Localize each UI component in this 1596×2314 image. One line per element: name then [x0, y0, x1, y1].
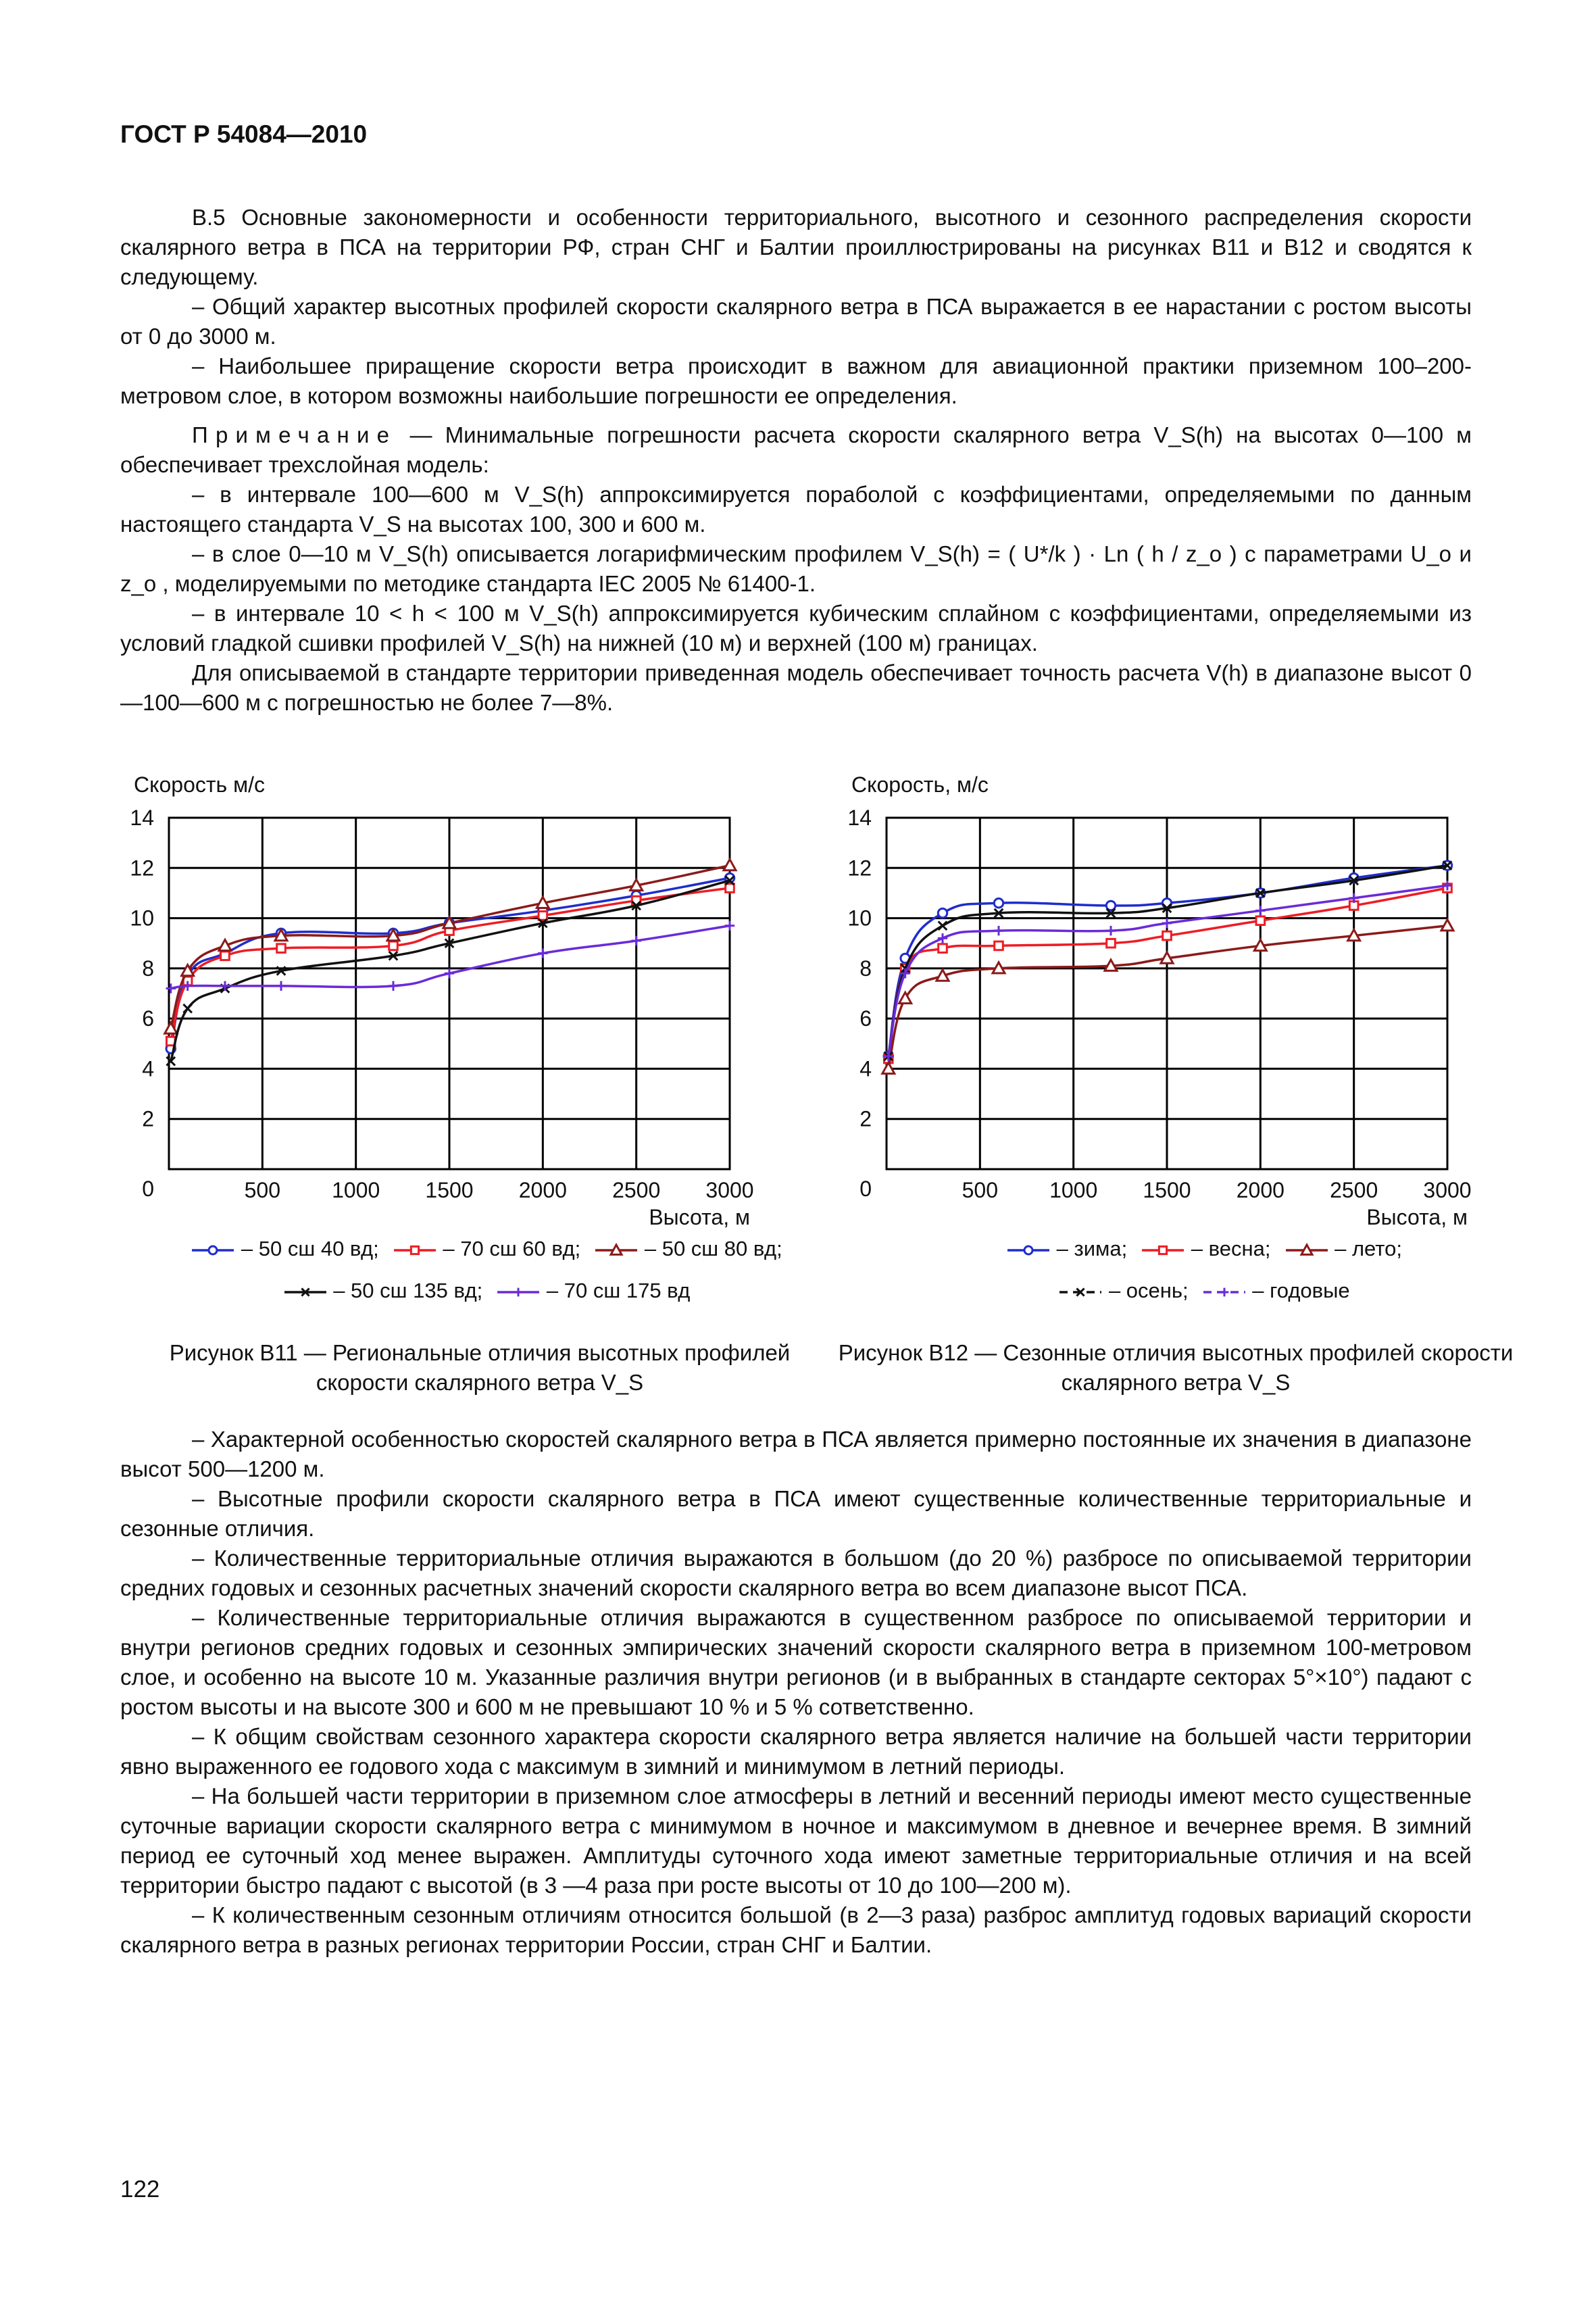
legend-marker	[209, 1246, 217, 1254]
legend-swatch	[1202, 1284, 1247, 1300]
legend-marker	[1220, 1287, 1228, 1296]
y-tick-label: 14	[847, 806, 872, 830]
page-header: ГОСТ Р 54084—2010	[120, 120, 368, 148]
legend-item	[1285, 1237, 1402, 1261]
legend-label: – 70 сш 175 вд	[541, 1279, 691, 1302]
data-point	[1163, 931, 1172, 940]
y-axis-title: Скорость м/с	[134, 772, 265, 797]
legend-swatch	[1141, 1242, 1185, 1258]
y-tick-label: 12	[130, 856, 154, 881]
y-tick-label: 6	[859, 1006, 872, 1031]
x-tick-label: 500	[962, 1178, 999, 1202]
note-item: – в интервале 100—600 м V_S(h) аппроксимируется пораболой с коэффициентами, определяемыми по данным настоящего стандарта V_S на высотах 100, 300 и 600 м.	[120, 482, 1472, 537]
paragraph: – На большей части территории в приземном слое атмосферы в летний и весенний периоды имеют место существенные суточные вариации скорости скалярного ветра с минимумом в ночное и максимумом в дневное и вечернее время. В зимний период ее суточный ход менее выражен. Амплитуды суточного хода имеют заметные территориальные отличия и на всей территории быстро падают с высотой (в 3 —4 раза при росте высоты от 10 до 100—200 м).	[120, 1783, 1472, 1898]
legend-marker	[514, 1287, 523, 1296]
legend-item	[393, 1237, 580, 1261]
data-point	[277, 944, 286, 953]
x-tick-label: 2500	[1330, 1178, 1378, 1202]
legend-b11-row1	[115, 1237, 858, 1261]
data-point	[1256, 916, 1265, 925]
y-tick-label: 10	[130, 906, 154, 931]
legend-b12-row1	[832, 1237, 1576, 1261]
legend-swatch	[594, 1242, 639, 1258]
legend-swatch	[496, 1284, 541, 1300]
legend-label: – зима;	[1051, 1237, 1128, 1260]
data-point	[724, 860, 736, 870]
legend-swatch	[1006, 1242, 1051, 1258]
data-point	[994, 926, 1003, 935]
legend-item	[1058, 1279, 1188, 1303]
legend-item	[1202, 1279, 1350, 1303]
legend-label: – 70 сш 60 вд;	[437, 1237, 581, 1260]
legend-marker	[1024, 1246, 1032, 1254]
data-point	[1255, 906, 1265, 915]
data-point	[166, 983, 176, 993]
y-tick-label: 2	[859, 1106, 872, 1131]
paragraph: – Высотные профили скорости скалярного ветра в ПСА имеют существенные количественные территориальные и сезонные отличия.	[120, 1486, 1472, 1541]
y-tick-label: 4	[142, 1056, 154, 1081]
paragraph: – Характерной особенностью скоростей скалярного ветра в ПСА является примерно постоянные их значения в диапазоне высот 500—1200 м.	[120, 1427, 1472, 1481]
y-tick-label: 12	[847, 856, 872, 881]
chart-grid	[169, 818, 730, 1169]
y-tick-label: 10	[847, 906, 872, 931]
x-tick-label: 2000	[1236, 1178, 1285, 1202]
data-point	[221, 952, 230, 960]
y-tick-label: 4	[859, 1056, 872, 1081]
data-point	[276, 981, 286, 991]
legend-label: – 50 сш 40 вд;	[235, 1237, 379, 1260]
figure-b11-caption: Рисунок В11 — Региональные отличия высотных профилей скорости скалярного ветра V_S	[169, 1340, 791, 1395]
origin-label: 0	[142, 1177, 154, 1201]
note-item: – в слое 0—10 м V_S(h) описывается логарифмическим профилем V_S(h) = ( U*/k ) · Ln ( h / z_o ) с параметрами U_o и z_o , моделируемыми по методике стандарта IEC 2005 № 61400-1.	[120, 541, 1472, 596]
y-tick-label: 8	[859, 956, 872, 981]
legend-label: – 50 сш 135 вд;	[327, 1279, 483, 1302]
x-tick-label: 1500	[425, 1178, 474, 1202]
figure-b12-caption: Рисунок В12 — Сезонные отличия высотных профилей скорости скалярного ветра V_S	[838, 1340, 1514, 1395]
legend-item	[191, 1237, 378, 1261]
note-paragraph	[120, 420, 1472, 480]
data-point	[183, 1004, 192, 1013]
y-tick-label: 8	[142, 956, 154, 981]
x-tick-label: 2000	[518, 1178, 567, 1202]
x-axis-title: Высота, м	[1366, 1205, 1468, 1229]
legend-marker	[611, 1245, 622, 1254]
legend-label: – лето;	[1328, 1237, 1402, 1260]
legend-b12-row2	[832, 1279, 1576, 1303]
paragraph: В.5 Основные закономерности и особенности территориального, высотного и сезонного распределения скорости скалярного ветра в ПСА на территории РФ, стран СНГ и Балтии проиллюстрированы на рисунках В11 и В12 и сводятся к следующему.	[120, 205, 1472, 289]
chart-grid	[887, 818, 1447, 1169]
legend-marker	[1159, 1246, 1167, 1254]
paragraph: – Количественные территориальные отличия выражаются в существенном разбросе по описываемой территории и внутри регионов средних годовых и сезонных эмпирических значений скорости скалярного ветра в приземном 100-метровом слое, и особенно на высоте 10 м. Указанные различия внутри регионов (и в выбранных в стандарте секторах 5°×10°) падают с ростом высоты и на высоте 300 и 600 м не превышают 10 % и 5 % сответственно.	[120, 1605, 1472, 1719]
legend-label: – годовые	[1246, 1279, 1350, 1302]
legend-label: – осень;	[1103, 1279, 1189, 1302]
data-point	[995, 941, 1003, 950]
y-axis-title: Скорость, м/с	[851, 772, 989, 797]
paragraph: – Общий характер высотных профилей скорости скалярного ветра в ПСА выражается в ее нарастании с ростом высоты от 0 до 3000 м.	[120, 294, 1472, 349]
legend-marker	[411, 1246, 418, 1254]
legend-swatch	[283, 1284, 328, 1300]
conclusions-section	[120, 1425, 1472, 1960]
legend-swatch	[1058, 1284, 1103, 1300]
note-label: Примечание	[192, 422, 397, 447]
legend-item	[594, 1237, 782, 1261]
x-tick-label: 3000	[705, 1178, 754, 1202]
x-tick-label: 2500	[612, 1178, 661, 1202]
legend-item	[1006, 1237, 1127, 1261]
y-tick-label: 14	[130, 806, 154, 830]
note-intro: — Минимальные погрешности расчета скорости скалярного ветра V_S(h) на высотах 0—100 м обеспечивает трехслойная модель:	[120, 422, 1472, 477]
chart-b11	[115, 770, 858, 1237]
legend-swatch	[1285, 1242, 1329, 1258]
paragraph: – К общим свойствам сезонного характера скорости скалярного ветра является наличие на большей части территории явно выраженного ее годового хода с максимум в зимний и минимумом в летний периоды.	[120, 1724, 1472, 1779]
x-tick-label: 1000	[1049, 1178, 1098, 1202]
chart-b12	[832, 770, 1576, 1237]
data-point	[631, 936, 641, 945]
data-point	[994, 899, 1003, 908]
page-number: 122	[120, 2176, 160, 2202]
paragraph: – Наибольшее приращение скорости ветра происходит в важном для авиационной практики приземном 100–200-метровом слое, в котором возможны наибольшие погрешности ее определения.	[120, 353, 1472, 408]
note-closing: Для описываемой в стандарте территории приведенная модель обеспечивает точность расчета V(h) в диапазоне высот 0—100—600 м с погрешностью не более 7—8%.	[120, 660, 1472, 715]
legend-item	[496, 1279, 690, 1303]
figure-b12	[832, 770, 1576, 1302]
x-tick-label: 500	[244, 1178, 281, 1202]
data-point	[389, 941, 398, 950]
x-tick-label: 1000	[332, 1178, 380, 1202]
data-point	[1106, 926, 1116, 935]
data-point	[538, 948, 547, 958]
data-point	[938, 933, 947, 943]
legend-label: – 50 сш 80 вд;	[639, 1237, 782, 1260]
legend-item	[283, 1279, 483, 1303]
data-point	[539, 912, 547, 920]
data-point	[445, 968, 454, 978]
figure-b11	[115, 770, 858, 1302]
intro-section	[120, 203, 1472, 718]
y-tick-label: 6	[142, 1006, 154, 1031]
y-tick-label: 2	[142, 1106, 154, 1131]
data-point	[725, 921, 734, 931]
legend-item	[1141, 1237, 1270, 1261]
data-point	[389, 981, 398, 991]
x-tick-label: 1500	[1143, 1178, 1191, 1202]
legend-swatch	[191, 1242, 235, 1258]
data-point	[939, 921, 947, 930]
data-point	[726, 884, 734, 893]
data-point	[1107, 939, 1116, 947]
origin-label: 0	[859, 1177, 872, 1201]
data-point	[939, 944, 947, 953]
paragraph: – К количественным сезонным отличиям относится большой (в 2—3 раза) разброс амплитуд годовых вариаций скорости скалярного ветра в разных регионах территории России, стран СНГ и Балтии.	[120, 1902, 1472, 1957]
legend-label: – весна;	[1185, 1237, 1271, 1260]
paragraph: – Количественные территориальные отличия выражаются в большом (до 20 %) разбросе по описываемой территории средних годовых и сезонных расчетных значений скорости скалярного ветра во всем диапазоне высот ПСА.	[120, 1546, 1472, 1600]
x-axis-title: Высота, м	[649, 1205, 750, 1229]
note-item: – в интервале 10 < h < 100 м V_S(h) аппроксимируется кубическим сплайном с коэффициентами, определяемыми из условий гладкой сшивки профилей V_S(h) на нижней (10 м) и верхней (100 м) границах.	[120, 601, 1472, 656]
legend-b11-row2	[115, 1279, 858, 1303]
data-point	[938, 908, 947, 918]
data-point	[1162, 918, 1172, 928]
legend-swatch	[393, 1242, 437, 1258]
legend-marker	[1301, 1245, 1312, 1254]
x-tick-label: 3000	[1423, 1178, 1472, 1202]
